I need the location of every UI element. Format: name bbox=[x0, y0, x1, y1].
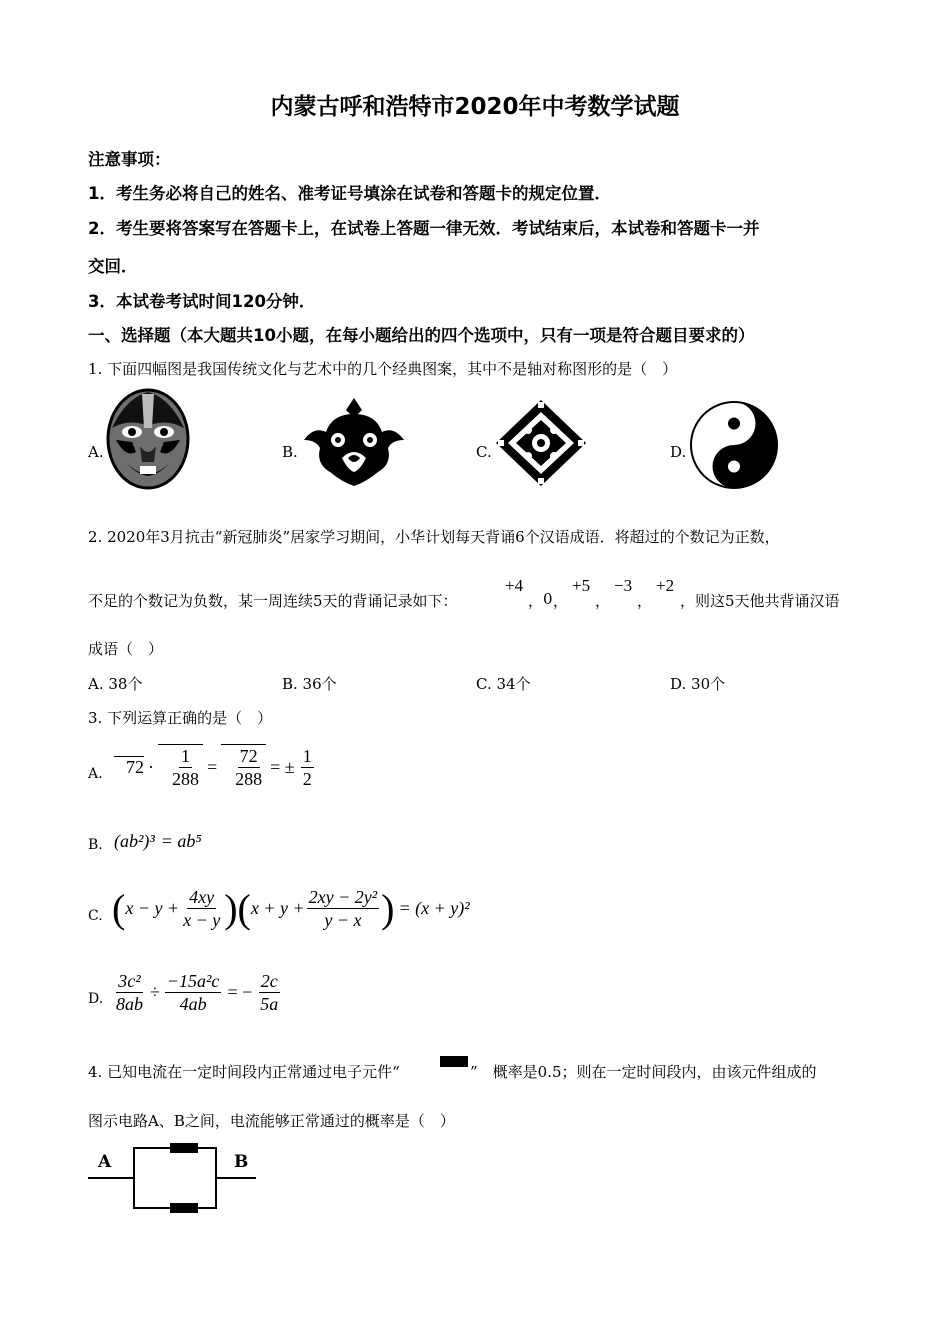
question-2-line3: 成语（ ） bbox=[88, 640, 164, 658]
numerator: 1 bbox=[181, 746, 190, 766]
record-5: +2 bbox=[656, 576, 675, 595]
record-3: +5 bbox=[572, 576, 591, 595]
question-3-stem: 3. 下列运算正确的是（ ） bbox=[88, 709, 273, 727]
equals: = bbox=[207, 756, 218, 777]
numerator: 72 bbox=[239, 746, 258, 766]
sqrt-fraction-2 bbox=[221, 744, 266, 790]
dot-operator: · bbox=[148, 756, 154, 777]
q1-option-c-label: C. bbox=[476, 443, 492, 461]
rhs: = ab⁵ bbox=[160, 830, 202, 851]
circuit-diagram bbox=[88, 1142, 260, 1218]
question-4-line2: 图示电路A、B之间，电流能够正常通过的概率是（ ） bbox=[88, 1112, 455, 1130]
q1-option-b-label: B. bbox=[282, 443, 298, 461]
q3-option-a-label: A. bbox=[88, 766, 103, 782]
q3-option-c-label: C. bbox=[88, 908, 103, 924]
c-rhs: = (x + y)² bbox=[398, 897, 470, 918]
numerator: 3c² bbox=[118, 970, 141, 991]
resistor-bottom bbox=[170, 1203, 198, 1213]
ornament-icon bbox=[302, 396, 406, 488]
equals-minus: = − bbox=[227, 981, 253, 1002]
numerator: 2c bbox=[260, 970, 278, 991]
question-2-line1: 2. 2020年3月抗击“新冠肺炎”居家学习期间，小华计划每天背诵6个汉语成语．将超过的个数记为正数， bbox=[88, 528, 780, 546]
yin-yang-icon bbox=[689, 400, 779, 490]
q2-option-a: A. 38个 bbox=[88, 675, 143, 693]
numerator: −15a²c bbox=[166, 970, 220, 991]
q2-option-b: B. 36个 bbox=[282, 675, 337, 693]
denominator: 8ab bbox=[116, 993, 143, 1014]
c-part-1: x − y + bbox=[125, 897, 180, 918]
circuit-label-a: A bbox=[98, 1152, 112, 1172]
page-title: 内蒙古呼和浩特市2020年中考数学试题 bbox=[270, 94, 680, 120]
q1-option-d-label: D. bbox=[670, 443, 687, 461]
denominator: 2 bbox=[302, 768, 312, 789]
q2-option-c: C. 34个 bbox=[476, 675, 531, 693]
knot-pattern-icon bbox=[494, 398, 588, 488]
notice-item-2-line1: 2．考生要将答案写在答题卡上，在试卷上答题一律无效．考试结束后，本试卷和答题卡一并 bbox=[88, 219, 760, 238]
numerator: 2xy − 2y² bbox=[308, 886, 378, 907]
c-part-2: x + y + bbox=[250, 897, 305, 918]
question-4-line1-prefix: 4. 已知电流在一定时间段内正常通过电子元件“ bbox=[88, 1063, 400, 1081]
resistor-element-icon bbox=[440, 1056, 468, 1067]
numerator: 4xy bbox=[189, 886, 215, 907]
q3-option-d-expression bbox=[112, 966, 282, 1018]
record-separator: ， bbox=[528, 592, 544, 610]
q3-option-b-label: B. bbox=[88, 837, 103, 853]
opera-mask-icon bbox=[106, 388, 190, 490]
denominator: 288 bbox=[235, 769, 263, 789]
notice-item-2-line2: 交回． bbox=[88, 257, 138, 276]
q3-option-a-expression bbox=[114, 742, 316, 792]
question-4-line1-suffix: ” 概率是0.5；则在一定时间段内，由该元件组成的 bbox=[470, 1063, 817, 1081]
notice-item-3: 3．本试卷考试时间120分钟． bbox=[88, 292, 316, 311]
record-2: 0 bbox=[543, 590, 553, 608]
notice-item-1: 1．考生务必将自己的姓名、准考证号填涂在试卷和答题卡的规定位置． bbox=[88, 184, 611, 203]
circuit-label-b: B bbox=[234, 1152, 249, 1172]
q3-option-c-expression: ( x − y + $\frac{4xy}{x - y}$ )( x + y + $\frac{\text{2xy − 2y²}}{y - x}$ ) = (x + y)² bbox=[112, 885, 470, 931]
record-separator: ， bbox=[553, 592, 569, 610]
record-1: +4 bbox=[505, 576, 524, 595]
resistor-top bbox=[170, 1143, 198, 1153]
record-4: −3 bbox=[614, 576, 633, 595]
denominator: 288 bbox=[172, 769, 199, 789]
denominator: 5a bbox=[260, 993, 279, 1014]
sqrt-72: 72 bbox=[114, 756, 144, 778]
record-separator: ， bbox=[637, 592, 653, 610]
q3-option-d-label: D. bbox=[88, 991, 104, 1007]
denominator: x − y bbox=[183, 909, 221, 930]
sqrt-fraction-1 bbox=[158, 744, 203, 790]
numerator: 1 bbox=[302, 745, 312, 766]
denominator: 4ab bbox=[179, 993, 207, 1014]
question-2-line2-suffix: ，则这5天他共背诵汉语 bbox=[680, 592, 840, 610]
denominator: y − x bbox=[324, 909, 362, 930]
record-separator: ， bbox=[595, 592, 611, 610]
divide: ÷ bbox=[150, 981, 160, 1002]
q1-option-a-label: A. bbox=[88, 443, 104, 461]
q3-option-b-expression bbox=[114, 826, 202, 856]
lhs: (ab²)³ bbox=[114, 830, 155, 851]
question-2-line2-prefix: 不足的个数记为负数，某一周连续5天的背诵记录如下： bbox=[88, 592, 458, 610]
q2-option-d: D. 30个 bbox=[670, 675, 726, 693]
notice-heading: 注意事项： bbox=[88, 150, 171, 169]
question-1-stem: 1. 下面四幅图是我国传统文化与艺术中的几个经典图案，其中不是轴对称图形的是（ ） bbox=[88, 360, 678, 378]
plus-minus: = ± bbox=[270, 756, 295, 777]
section-heading: 一、选择题（本大题共10小题，在每小题给出的四个选项中，只有一项是符合题目要求的） bbox=[88, 326, 755, 345]
